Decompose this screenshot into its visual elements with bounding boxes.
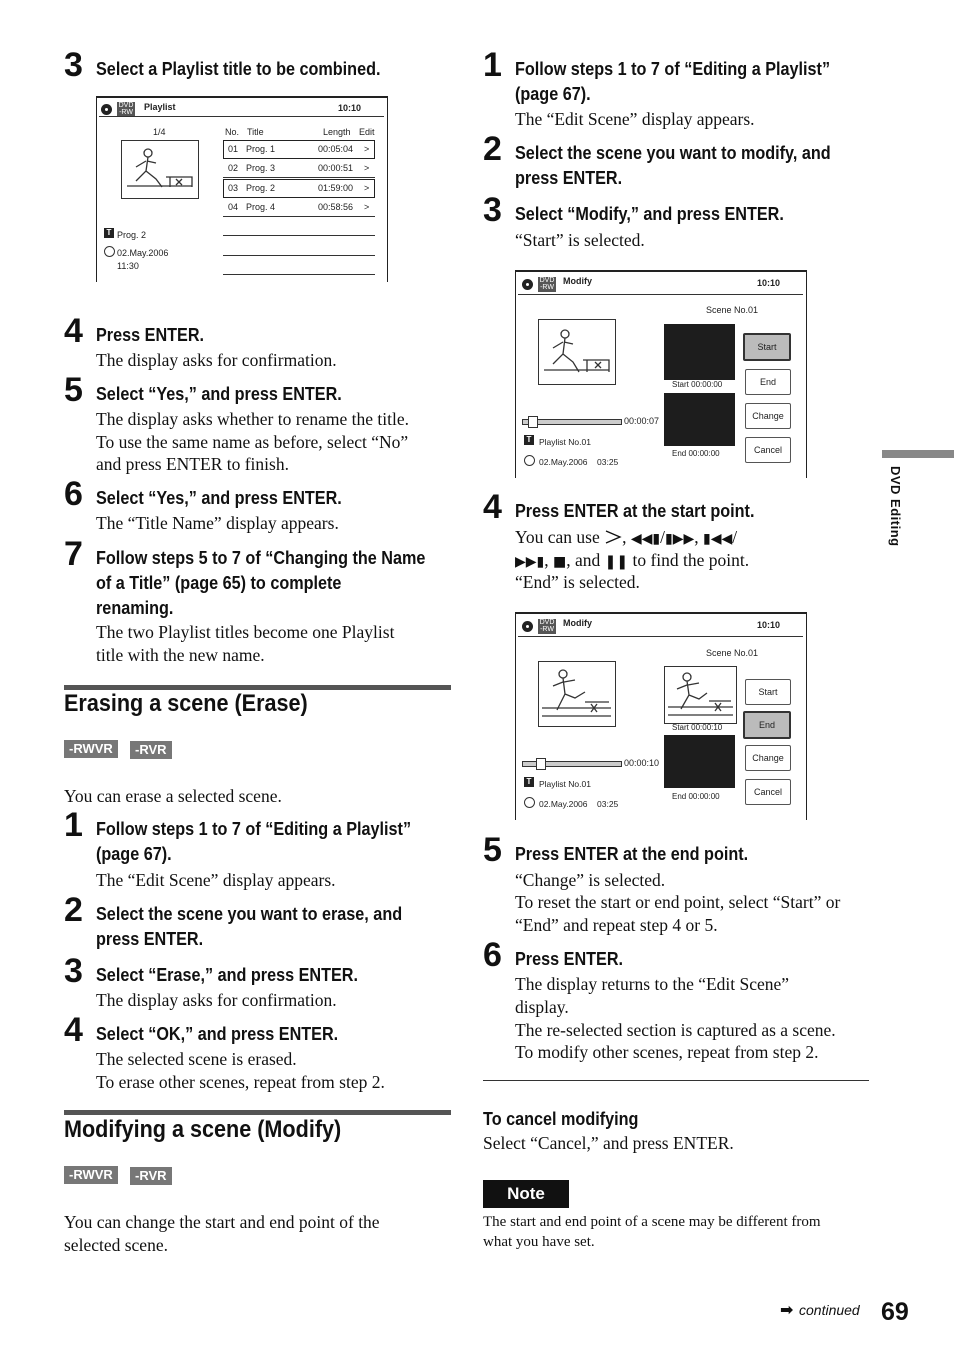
text: , — [694, 527, 703, 547]
info-date: 02.May.2006 — [539, 457, 588, 467]
soccer-player-image — [539, 320, 615, 384]
section-intro: You can erase a selected scene. — [64, 786, 282, 806]
step-heading: Press ENTER at the end point. — [515, 844, 749, 864]
step-number: 6 — [64, 475, 83, 513]
row-title: Prog. 3 — [246, 163, 276, 173]
info-date: 02.May.2006 — [117, 248, 169, 258]
step-number: 4 — [64, 312, 83, 350]
step-body: The selected scene is erased. — [96, 1049, 297, 1069]
change-button[interactable]: Change — [745, 745, 791, 771]
step-body — [515, 526, 737, 551]
note-body: The start and end point of a scene may be different from — [483, 1214, 821, 1230]
playlist-row[interactable] — [223, 199, 373, 216]
forward-icon: ▮▶▶ — [665, 531, 695, 547]
step-body: and press ENTER to finish. — [96, 454, 289, 474]
end-button[interactable]: End — [743, 711, 791, 739]
step-heading: Select the scene you want to erase, and — [96, 904, 403, 924]
row-edit-arrow: > — [364, 163, 370, 173]
stop-icon: ■ — [553, 554, 567, 570]
step-heading: Select “Erase,” and press ENTER. — [96, 965, 359, 985]
row-no: 01 — [228, 144, 239, 154]
col-title: Title — [247, 127, 264, 137]
text: , — [622, 527, 631, 547]
note-body: what you have set. — [483, 1234, 595, 1250]
section-intro: selected scene. — [64, 1235, 168, 1255]
text: You can use — [515, 527, 600, 547]
step-heading: Press ENTER. — [96, 325, 205, 345]
format-badge: -RVR — [130, 1167, 172, 1185]
disc-icon — [522, 279, 533, 290]
step-body: display. — [515, 997, 569, 1017]
clock-icon — [524, 455, 535, 466]
side-tab-label: DVD Editing — [888, 466, 903, 547]
row-title: Prog. 4 — [246, 202, 276, 212]
step-body: “Change” is selected. — [515, 870, 666, 890]
clock-icon — [104, 246, 115, 257]
screen-title: Modify — [563, 618, 592, 628]
step-body: To use the same name as before, select “No” — [96, 432, 409, 452]
modify-screen — [515, 612, 807, 820]
text: / — [660, 527, 665, 547]
soccer-player-image — [665, 667, 736, 723]
page-counter: 1/4 — [153, 127, 166, 137]
row-edit-arrow: > — [364, 144, 370, 154]
text: / — [732, 527, 738, 547]
end-time: End 00:00:00 — [672, 792, 720, 801]
step-body: To reset the start or end point, select “Start” or — [515, 892, 841, 912]
play-icon — [604, 530, 622, 544]
format-badge: -RVR — [130, 741, 172, 759]
step-number: 4 — [64, 1011, 83, 1049]
soccer-player-image — [539, 662, 615, 726]
text: , and — [566, 550, 605, 570]
step-heading: of a Title” (page 65) to complete — [96, 573, 342, 593]
screen-clock: 10:10 — [757, 620, 781, 630]
title-icon: T — [524, 777, 534, 787]
row-no: 04 — [228, 202, 239, 212]
col-no: No. — [225, 127, 240, 137]
step-heading: Select a Playlist title to be combined. — [96, 59, 381, 79]
step-body: “End” and repeat step 4 or 5. — [515, 915, 718, 935]
side-tab-bar — [882, 450, 954, 458]
step-heading: Press ENTER at the start point. — [515, 501, 755, 521]
info-time: 03:25 — [597, 799, 619, 809]
start-button[interactable]: Start — [743, 333, 791, 361]
step-number: 5 — [64, 371, 83, 409]
step-heading: Select the scene you want to modify, and — [515, 143, 831, 163]
end-time: End 00:00:00 — [672, 449, 720, 458]
end-button[interactable]: End — [745, 369, 791, 395]
step-body: To erase other scenes, repeat from step 2. — [96, 1072, 385, 1092]
step-body: The two Playlist titles become one Playlist — [96, 622, 395, 642]
position-counter: 00:00:07 — [624, 416, 660, 426]
title-icon: T — [104, 228, 114, 238]
thumbnail — [538, 319, 616, 385]
row-title: Prog. 1 — [246, 144, 276, 154]
step-body: “Start” is selected. — [515, 230, 645, 250]
dvd-rw-logo: DVD -RW — [539, 277, 555, 291]
screen-clock: 10:10 — [338, 103, 362, 113]
soccer-player-image — [122, 141, 198, 198]
section-intro: You can change the start and end point of the — [64, 1212, 380, 1232]
row-length: 01:59:00 — [318, 183, 354, 193]
info-time: 03:25 — [597, 457, 619, 467]
step-number: 4 — [483, 488, 502, 526]
divider — [483, 1080, 869, 1081]
info-date: 02.May.2006 — [539, 799, 588, 809]
screen-title: Playlist — [144, 102, 176, 112]
section-title: Modifying a scene (Modify) — [64, 1116, 342, 1143]
playlist-screen — [96, 96, 388, 282]
screen-clock: 10:10 — [757, 278, 781, 288]
step-heading: Select “Modify,” and press ENTER. — [515, 204, 784, 224]
step-body: The “Title Name” display appears. — [96, 513, 339, 533]
playlist-row[interactable] — [223, 179, 375, 198]
step-heading: Select “Yes,” and press ENTER. — [96, 384, 342, 404]
row-no: 03 — [228, 183, 239, 193]
step-number: 6 — [483, 936, 502, 974]
step-heading: renaming. — [96, 598, 174, 618]
rewind-icon: ◀◀▮ — [630, 531, 661, 547]
step-number: 3 — [64, 46, 83, 84]
step-body: The display asks for confirmation. — [96, 990, 337, 1010]
playlist-row[interactable] — [223, 140, 375, 159]
note-label: Note — [483, 1180, 569, 1208]
subsection-body: Select “Cancel,” and press ENTER. — [483, 1133, 734, 1153]
step-number: 2 — [64, 891, 83, 929]
col-edit: Edit — [359, 127, 375, 137]
start-button[interactable]: Start — [745, 679, 791, 705]
step-heading: Follow steps 1 to 7 of “Editing a Playlist” — [515, 59, 831, 79]
info-title: Prog. 2 — [117, 230, 147, 240]
step-heading: (page 67). — [96, 844, 172, 864]
step-number: 1 — [483, 46, 502, 84]
disc-icon — [522, 621, 533, 632]
step-heading: Follow steps 5 to 7 of “Changing the Name — [96, 548, 426, 568]
step-number: 2 — [483, 130, 502, 168]
cancel-button[interactable]: Cancel — [745, 779, 791, 805]
step-body: To modify other scenes, repeat from step 2. — [515, 1042, 819, 1062]
section-title: Erasing a scene (Erase) — [64, 690, 308, 717]
scene-number: Scene No.01 — [706, 648, 759, 658]
end-frame — [664, 393, 735, 446]
row-edit-arrow: > — [364, 183, 370, 193]
step-heading: press ENTER. — [515, 168, 623, 188]
format-badge: -RWVR — [64, 740, 118, 758]
row-no: 02 — [228, 163, 239, 173]
subsection-heading: To cancel modifying — [483, 1109, 639, 1129]
col-length: Length — [323, 127, 351, 137]
row-length: 00:00:51 — [318, 163, 354, 173]
section-rule — [64, 1110, 451, 1115]
arrow-right-icon: ➡ — [780, 1300, 794, 1319]
step-heading: (page 67). — [515, 84, 591, 104]
modify-screen — [515, 270, 807, 478]
row-length: 00:05:04 — [318, 144, 354, 154]
page-number: 69 — [881, 1298, 909, 1326]
step-body: “End” is selected. — [515, 572, 640, 592]
screen-title: Modify — [563, 276, 592, 286]
info-title: Playlist No.01 — [539, 437, 591, 447]
format-badge: -RWVR — [64, 1166, 118, 1184]
info-title: Playlist No.01 — [539, 779, 591, 789]
dvd-rw-logo: DVD -RW — [118, 102, 134, 116]
info-time: 11:30 — [117, 261, 139, 271]
step-number: 3 — [483, 191, 502, 229]
step-body: The display asks for confirmation. — [96, 350, 337, 370]
slider-knob[interactable] — [536, 758, 546, 770]
start-time: Start 00:00:00 — [672, 380, 723, 389]
change-button[interactable]: Change — [745, 403, 791, 429]
clock-icon — [524, 797, 535, 808]
start-frame — [664, 666, 737, 724]
position-counter: 00:00:10 — [624, 758, 660, 768]
scene-number: Scene No.01 — [706, 305, 759, 315]
step-body: title with the new name. — [96, 645, 265, 665]
step-body: The display asks whether to rename the title. — [96, 409, 409, 429]
dvd-rw-logo: DVD -RW — [539, 619, 555, 633]
step-number: 5 — [483, 831, 502, 869]
text: , — [544, 550, 553, 570]
step-body: The “Edit Scene” display appears. — [515, 109, 755, 129]
title-icon: T — [524, 435, 534, 445]
start-time: Start 00:00:10 — [672, 723, 723, 732]
row-edit-arrow: > — [364, 202, 370, 212]
playlist-row[interactable] — [223, 160, 373, 177]
thumbnail — [538, 661, 616, 727]
step-heading: Press ENTER. — [515, 949, 624, 969]
step-heading: Select “Yes,” and press ENTER. — [96, 488, 342, 508]
start-frame — [664, 324, 735, 380]
row-length: 00:58:56 — [318, 202, 354, 212]
step-body: The display returns to the “Edit Scene” — [515, 974, 790, 994]
end-frame — [664, 735, 735, 788]
continued-label: continued — [799, 1302, 860, 1318]
step-body: The re-selected section is captured as a scene. — [515, 1020, 836, 1040]
step-number: 7 — [64, 535, 83, 573]
step-heading: Select “OK,” and press ENTER. — [96, 1024, 339, 1044]
previous-icon: ▮◀◀ — [703, 531, 733, 547]
next-icon: ▶▶▮ — [515, 554, 545, 570]
row-title: Prog. 2 — [246, 183, 276, 193]
cancel-button[interactable]: Cancel — [745, 437, 791, 463]
step-number: 3 — [64, 952, 83, 990]
pause-icon: ❚❚ — [604, 554, 629, 570]
disc-icon — [101, 104, 112, 115]
text: to find the point. — [628, 550, 750, 570]
step-number: 1 — [64, 806, 83, 844]
step-body: The “Edit Scene” display appears. — [96, 870, 336, 890]
step-heading: press ENTER. — [96, 929, 204, 949]
step-heading: Follow steps 1 to 7 of “Editing a Playlist” — [96, 819, 412, 839]
thumbnail — [121, 140, 199, 199]
slider-knob[interactable] — [528, 416, 538, 428]
